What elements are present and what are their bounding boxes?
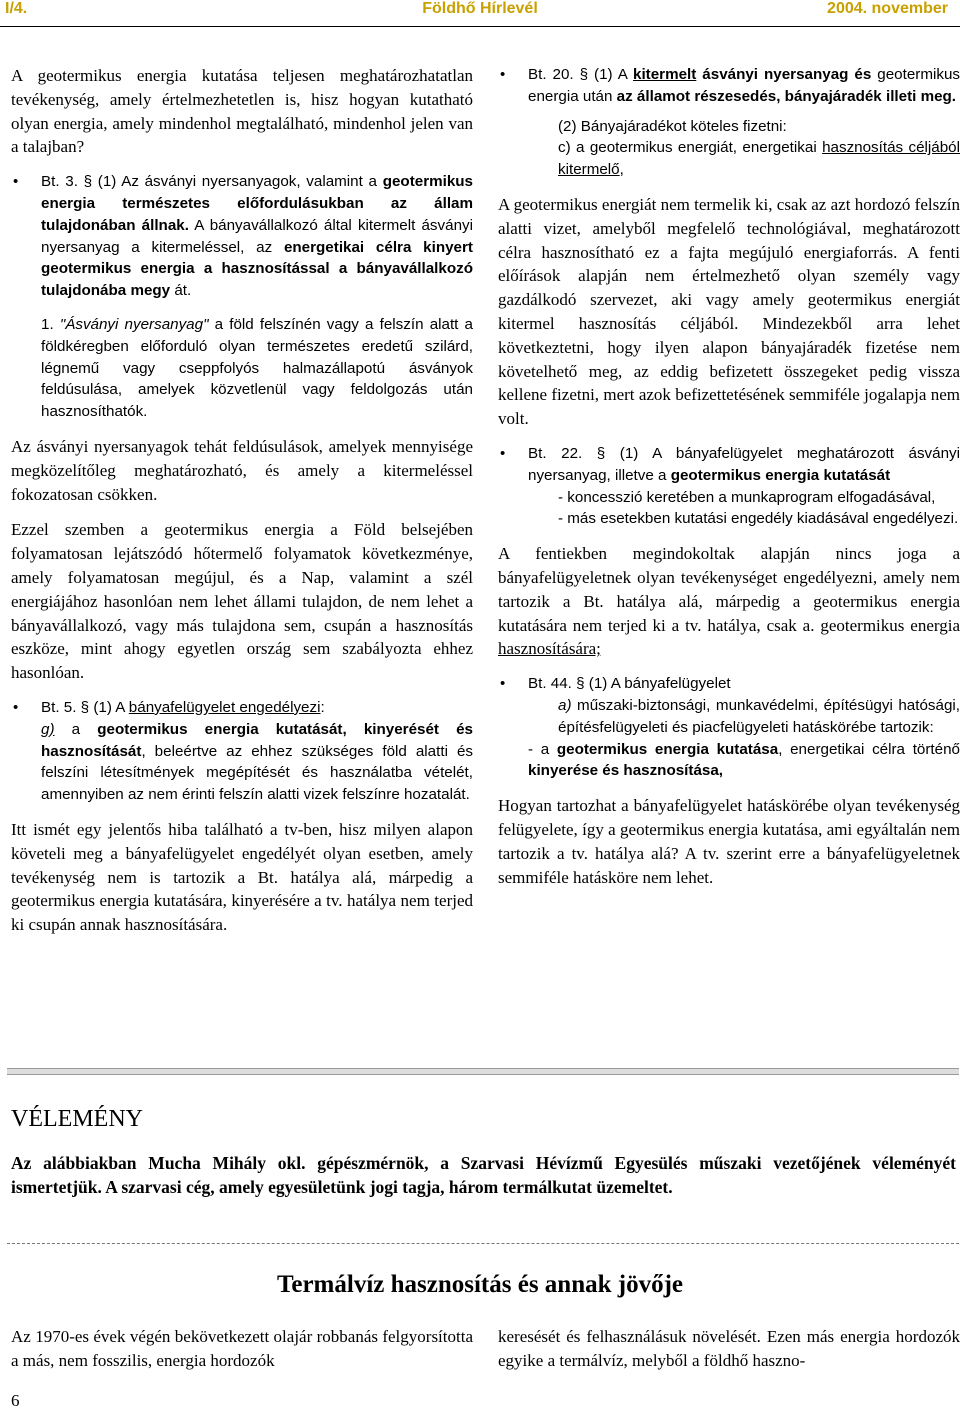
page-header <box>0 0 960 24</box>
paragraph: Az ásványi nyersanyagok tehát feldúsulások, amelyek mennyisége megközelítőleg meghatározható, és amely a kitermeléssel fokozatosan csökken. <box>11 436 473 504</box>
left-column <box>11 64 473 949</box>
quote-text: Bt. 3. § (1) Az ásványi nyersanyagok, valamint a geotermikus energia természetes előfordulásukban az állam tulajdonában állnak. A bányavállalkozó által kitermelt ásványi nyersanyag a kitermeléssel, az energetikai célra kinyert geotermikus energia a hasznosítással a bányavállalkozó tulajdonába megy át. <box>41 173 473 300</box>
law-quote-bt22 <box>498 443 960 530</box>
definition-text: 1. "Ásványi nyersanyag" a föld felszínén vagy a felszín alatt a földkéregben előforduló olyan természetes eredetű szilárd, légnemű vagy cseppfolyós halmazállapotú ásványok feldúsulása, amelyek közvetlenül vagy feldolgozás után hasznosíthatók. <box>41 315 473 421</box>
issue-date: 2004. november <box>827 0 948 17</box>
bullet-icon: • <box>13 173 19 191</box>
paragraph: A geotermikus energia kutatása teljesen meghatározhatatlan tevékenység, amely értelmezhetetlen is, hisz hogyan kutatható olyan energia, amely mindenhol megtalálható, mindenhol jelen van a talajban? <box>11 66 473 157</box>
bullet-icon: • <box>500 675 506 693</box>
bullet-icon: • <box>500 66 506 83</box>
quote-subpoint: a) műszaki-biztonsági, munkavédelmi, építésügyi hatósági, építésfelügyeleti és piacfelügyeleti hatáskörébe tartozik: <box>558 696 960 736</box>
law-quote-bt20 <box>498 64 960 181</box>
quote-text: Bt. 5. § (1) A bányafelügyelet engedélyezi: <box>41 698 325 716</box>
quote-subpoint: - koncesszió keretében a munkaprogram elfogadásával, <box>558 488 936 506</box>
page-number: 6 <box>11 1391 20 1410</box>
quote-text: Bt. 22. § (1) A bányafelügyelet meghatározott ásványi nyersanyag, illetve a geotermikus energia kutatását <box>528 444 960 484</box>
issue-number: I/4. <box>5 0 28 17</box>
article-column-left: Az 1970-es évek végén bekövetkezett olajár robbanás felgyorsította a más, nem fosszilis, energia hordozók <box>11 1327 473 1370</box>
newsletter-title: Földhő Hírlevél <box>422 0 538 17</box>
quote-subpoint: - a geotermikus energia kutatása, energetikai célra történő kinyerése és hasznosítása, <box>528 740 960 780</box>
dashed-divider <box>7 1243 959 1244</box>
header-divider <box>0 26 960 27</box>
paragraph: Ezzel szemben a geotermikus energia a Föld belsejében folyamatosan lejátszódó hőtermelő folyamatok következménye, amely folyamatosan megújul, és a Nap, valamint a szél energiájához hasonlóan nem lehet állami tulajdon, de nem lehet a bányavállalkozó, vagy más tulajdona sem, csupán a hasznosítás eszköze, mint ahogy egyetlen ország sem szabályozta ehhez hasonlóan. <box>11 520 473 683</box>
quote-subpoint: (2) Bányajáradékot köteles fizetni: <box>558 117 787 135</box>
article-title: Termálvíz hasznosítás és annak jövője <box>276 1271 684 1298</box>
law-quote-bt5 <box>11 697 473 806</box>
quote-subpoint: - más esetekben kutatási engedély kiadásával engedélyezi. <box>558 510 959 528</box>
paragraph: Hogyan tartozhat a bányafelügyelet hatáskörébe olyan tevékenység felügyelete, így a geotermikus energia kutatása, ami egyáltalán nem tartozik a tv. hatálya alá? A tv. szerint erre a bányafelügyeletnek semmiféle hatásköre nem lehet. <box>498 796 960 887</box>
law-quote-bt44 <box>498 673 960 782</box>
section-title: VÉLEMÉNY <box>11 1106 143 1132</box>
article-column-right: keresését és felhasználásuk növelését. Ezen más energia hordozók egyike a termálvíz, melyből a földhő haszno- <box>498 1327 960 1370</box>
paragraph: A geotermikus energiát nem termelik ki, csak az azt hordozó felszín alatti vizet, amelyből megfelelő technológiával, meghatározott célra hasznosítható ez a fajta megújuló energiaforrás. A fenti előírások alapján nem értelmezhető olyan személy vagy gazdálkodó szervezet, aki vagy amely geotermikus energiát kitermel hasznosítás céljából. Mindezekből arra lehet következtetni, hogy ilyen alapon bányajáradék fizetése nem követelhető meg, az eddig befizetett összegeket pedig vissza kellene fizetni, mert azok befizettetésének semmiféle jogalapja nem volt. <box>498 194 960 429</box>
bullet-icon: • <box>13 698 19 716</box>
paragraph: A fentiekben megindokoltak alapján nincs joga a bányafelügyeletnek olyan tevékenységet engedélyezni, amely nem tartozik a Bt. hatálya alá, márpedig a geotermikus energia kutatására nem terjed ki a tv. hatálya, csak a. geotermikus energia hasznosítására; <box>498 544 960 659</box>
section-intro: Az alábbiakban Mucha Mihály okl. gépészmérnök, a Szarvasi Hévízmű Egyesülés műszaki vezetőjének véleményét ismertetjük. A szarvasi cég, amely egyesületünk jogi tagja, három termálkutat üzemeltet. <box>11 1153 956 1197</box>
law-quote-bt3 <box>11 171 473 423</box>
section-divider <box>7 1068 959 1075</box>
paragraph: Itt ismét egy jelentős hiba található a tv-ben, hisz milyen alapon követeli meg a bányafelügyelet engedélyét olyan esetben, amely tevékenység nem is tartozik a Bt. hatálya alá, márpedig a geotermikus energia kutatására, kinyerésére a tv. hatálya nem terjed ki csupán annak hasznosítására. <box>11 819 473 935</box>
quote-subpoint: c) a geotermikus energiát, energetikai hasznosítás céljából kitermelő, <box>558 139 960 179</box>
quote-subpoint: g) a geotermikus energia kutatását, kinyerését és hasznosítását, beleértve az ehhez szükséges föld alatti és felszíni létesítmények megépítését és használatba vételét, amennyiben az nem érinti felszín alatti vizek felszínre hozatalát. <box>41 720 473 804</box>
quote-text: Bt. 20. § (1) A kitermelt ásványi nyersanyag és geotermikus energia után az államot részesedés, bányajáradék illeti meg. <box>528 66 960 105</box>
right-column <box>498 64 960 901</box>
quote-text: Bt. 44. § (1) A bányafelügyelet <box>528 675 731 693</box>
bullet-icon: • <box>500 444 506 462</box>
